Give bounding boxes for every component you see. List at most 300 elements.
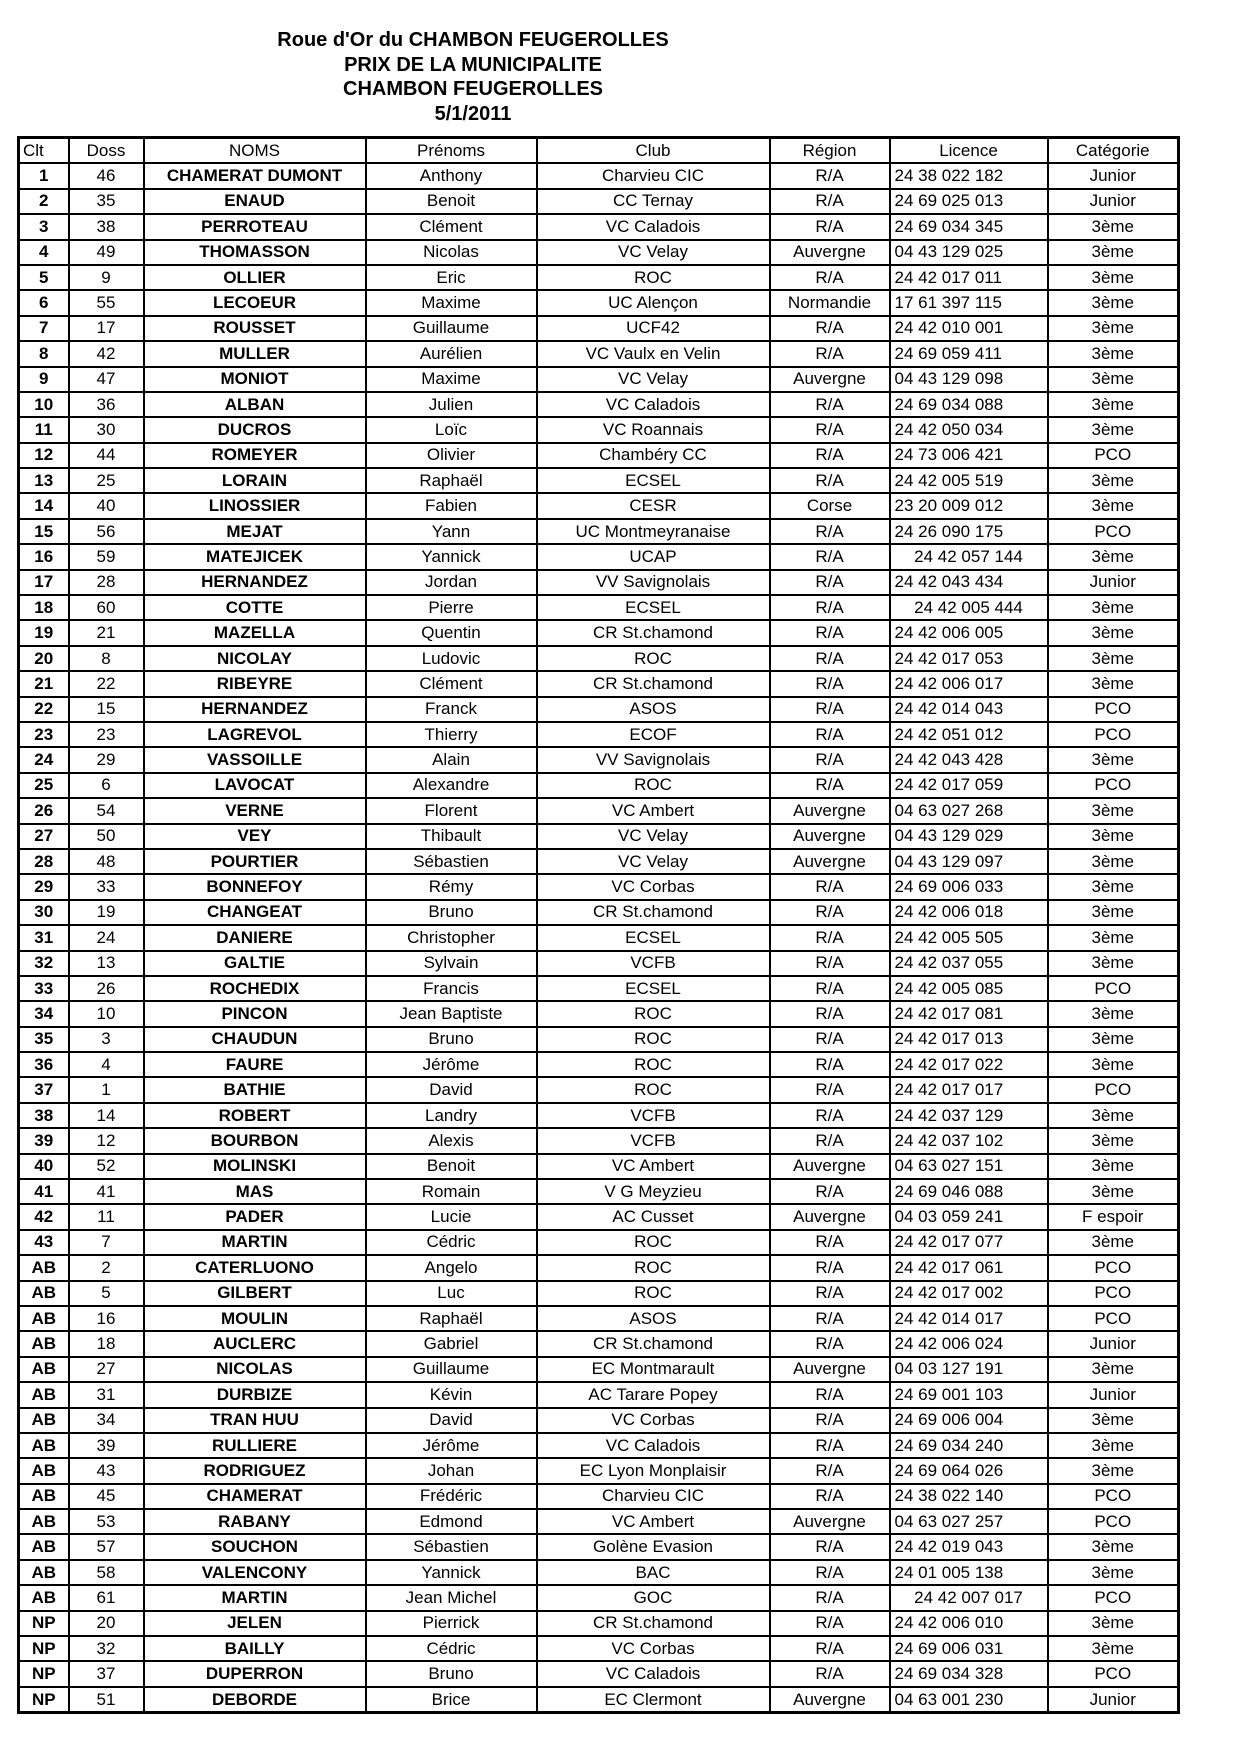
- cell-clt: NP: [19, 1611, 69, 1636]
- cell-categorie: PCO: [1048, 1306, 1179, 1331]
- table-row: [19, 1408, 1179, 1433]
- cell-categorie: PCO: [1048, 519, 1179, 544]
- cell-categorie: Junior: [1048, 163, 1179, 188]
- cell-region: R/A: [770, 1408, 890, 1433]
- cell-prenom: Franck: [366, 697, 537, 722]
- cell-doss: 27: [69, 1357, 144, 1382]
- table-row: [19, 1560, 1179, 1585]
- cell-licence: 24 69 006 031: [890, 1636, 1048, 1661]
- table-row: [19, 1484, 1179, 1509]
- cell-region: R/A: [770, 1077, 890, 1102]
- cell-club: ROC: [537, 1052, 770, 1077]
- cell-categorie: 3ème: [1048, 747, 1179, 772]
- cell-clt: 19: [19, 620, 69, 645]
- cell-licence: 24 69 034 088: [890, 392, 1048, 417]
- table-row: [19, 1179, 1179, 1204]
- cell-region: R/A: [770, 1611, 890, 1636]
- cell-licence: 24 42 017 053: [890, 646, 1048, 671]
- cell-categorie: 3ème: [1048, 1103, 1179, 1128]
- cell-region: R/A: [770, 773, 890, 798]
- cell-nom: POURTIER: [144, 849, 366, 874]
- cell-club: Chambéry CC: [537, 443, 770, 468]
- table-row: [19, 1306, 1179, 1331]
- cell-categorie: 3ème: [1048, 1027, 1179, 1052]
- cell-nom: CHAUDUN: [144, 1027, 366, 1052]
- cell-prenom: Rémy: [366, 874, 537, 899]
- cell-clt: 10: [19, 392, 69, 417]
- cell-categorie: 3ème: [1048, 874, 1179, 899]
- results-table-head: [19, 138, 1179, 164]
- cell-club: UC Montmeyranaise: [537, 519, 770, 544]
- cell-doss: 28: [69, 570, 144, 595]
- cell-nom: LAGREVOL: [144, 722, 366, 747]
- table-row: [19, 1534, 1179, 1559]
- cell-prenom: Thierry: [366, 722, 537, 747]
- cell-region: R/A: [770, 1585, 890, 1610]
- cell-doss: 48: [69, 849, 144, 874]
- cell-clt: NP: [19, 1661, 69, 1686]
- cell-region: R/A: [770, 392, 890, 417]
- location-title: CHAMBON FEUGEROLLES: [343, 78, 603, 101]
- cell-categorie: 3ème: [1048, 1408, 1179, 1433]
- cell-categorie: 3ème: [1048, 544, 1179, 569]
- cell-nom: LINOSSIER: [144, 493, 366, 518]
- cell-categorie: PCO: [1048, 1509, 1179, 1534]
- cell-categorie: 3ème: [1048, 1154, 1179, 1179]
- cell-prenom: Bruno: [366, 900, 537, 925]
- cell-club: VC Corbas: [537, 1408, 770, 1433]
- cell-licence: 24 42 017 022: [890, 1052, 1048, 1077]
- table-row: [19, 1661, 1179, 1686]
- cell-doss: 56: [69, 519, 144, 544]
- cell-nom: BAILLY: [144, 1636, 366, 1661]
- cell-doss: 58: [69, 1560, 144, 1585]
- cell-clt: 11: [19, 417, 69, 442]
- cell-nom: ROCHEDIX: [144, 976, 366, 1001]
- cell-region: R/A: [770, 747, 890, 772]
- cell-doss: 60: [69, 595, 144, 620]
- cell-doss: 6: [69, 773, 144, 798]
- cell-clt: 31: [19, 925, 69, 950]
- cell-club: ROC: [537, 1230, 770, 1255]
- column-header-clt: Clt: [19, 138, 69, 164]
- cell-prenom: Olivier: [366, 443, 537, 468]
- cell-region: R/A: [770, 1001, 890, 1026]
- cell-club: ECSEL: [537, 925, 770, 950]
- cell-doss: 47: [69, 367, 144, 392]
- cell-clt: AB: [19, 1306, 69, 1331]
- cell-licence: 24 42 043 434: [890, 570, 1048, 595]
- cell-region: R/A: [770, 951, 890, 976]
- cell-licence: 04 03 059 241: [890, 1204, 1048, 1229]
- cell-prenom: Jean Baptiste: [366, 1001, 537, 1026]
- cell-categorie: 3ème: [1048, 646, 1179, 671]
- cell-nom: LECOEUR: [144, 290, 366, 315]
- cell-prenom: Benoit: [366, 189, 537, 214]
- cell-clt: 22: [19, 697, 69, 722]
- cell-categorie: Junior: [1048, 1687, 1179, 1713]
- cell-nom: MONIOT: [144, 367, 366, 392]
- cell-prenom: Johan: [366, 1458, 537, 1483]
- cell-prenom: Jordan: [366, 570, 537, 595]
- cell-doss: 49: [69, 240, 144, 265]
- cell-licence: 24 42 017 011: [890, 265, 1048, 290]
- cell-club: VC Velay: [537, 849, 770, 874]
- cell-doss: 22: [69, 671, 144, 696]
- cell-licence: 24 42 005 085: [890, 976, 1048, 1001]
- table-row: [19, 925, 1179, 950]
- cell-clt: 39: [19, 1128, 69, 1153]
- cell-clt: 37: [19, 1077, 69, 1102]
- cell-clt: 16: [19, 544, 69, 569]
- cell-region: R/A: [770, 1306, 890, 1331]
- cell-clt: 1: [19, 163, 69, 188]
- cell-licence: 24 69 034 345: [890, 214, 1048, 239]
- cell-club: CR St.chamond: [537, 671, 770, 696]
- table-row: [19, 1611, 1179, 1636]
- cell-doss: 5: [69, 1281, 144, 1306]
- table-row: [19, 1001, 1179, 1026]
- cell-licence: 24 69 006 033: [890, 874, 1048, 899]
- cell-doss: 29: [69, 747, 144, 772]
- cell-doss: 57: [69, 1534, 144, 1559]
- table-row: [19, 1128, 1179, 1153]
- cell-nom: JELEN: [144, 1611, 366, 1636]
- cell-clt: 27: [19, 824, 69, 849]
- cell-club: VC Velay: [537, 240, 770, 265]
- column-header-nom: NOMS: [144, 138, 366, 164]
- cell-licence: 17 61 397 115: [890, 290, 1048, 315]
- table-row: [19, 773, 1179, 798]
- cell-categorie: 3ème: [1048, 214, 1179, 239]
- cell-licence: 24 42 005 505: [890, 925, 1048, 950]
- cell-club: EC Montmarault: [537, 1357, 770, 1382]
- table-row: [19, 1433, 1179, 1458]
- cell-categorie: 3ème: [1048, 1433, 1179, 1458]
- cell-doss: 46: [69, 163, 144, 188]
- cell-nom: MOULIN: [144, 1306, 366, 1331]
- table-row: [19, 1077, 1179, 1102]
- cell-prenom: Brice: [366, 1687, 537, 1713]
- cell-categorie: 3ème: [1048, 367, 1179, 392]
- table-row: [19, 722, 1179, 747]
- cell-clt: 3: [19, 214, 69, 239]
- cell-club: VC Velay: [537, 367, 770, 392]
- cell-categorie: 3ème: [1048, 240, 1179, 265]
- cell-prenom: Nicolas: [366, 240, 537, 265]
- cell-prenom: Julien: [366, 392, 537, 417]
- cell-club: VC Velay: [537, 824, 770, 849]
- cell-nom: NICOLAS: [144, 1357, 366, 1382]
- cell-region: R/A: [770, 595, 890, 620]
- table-row: [19, 214, 1179, 239]
- cell-prenom: Raphaël: [366, 1306, 537, 1331]
- cell-club: CESR: [537, 493, 770, 518]
- cell-licence: 24 69 001 103: [890, 1382, 1048, 1407]
- cell-licence: 24 01 005 138: [890, 1560, 1048, 1585]
- cell-licence: 23 20 009 012: [890, 493, 1048, 518]
- cell-prenom: Alain: [366, 747, 537, 772]
- cell-nom: GILBERT: [144, 1281, 366, 1306]
- cell-clt: 17: [19, 570, 69, 595]
- cell-region: Normandie: [770, 290, 890, 315]
- cell-region: R/A: [770, 1661, 890, 1686]
- cell-region: Auvergne: [770, 367, 890, 392]
- cell-prenom: Guillaume: [366, 316, 537, 341]
- cell-club: EC Clermont: [537, 1687, 770, 1713]
- cell-doss: 24: [69, 925, 144, 950]
- cell-nom: HERNANDEZ: [144, 570, 366, 595]
- cell-doss: 30: [69, 417, 144, 442]
- cell-categorie: 3ème: [1048, 671, 1179, 696]
- cell-categorie: PCO: [1048, 1281, 1179, 1306]
- cell-clt: AB: [19, 1458, 69, 1483]
- cell-nom: DUCROS: [144, 417, 366, 442]
- table-row: [19, 798, 1179, 823]
- cell-categorie: 3ème: [1048, 1534, 1179, 1559]
- cell-categorie: 3ème: [1048, 849, 1179, 874]
- cell-clt: NP: [19, 1636, 69, 1661]
- cell-prenom: Sébastien: [366, 849, 537, 874]
- cell-prenom: Jérôme: [366, 1433, 537, 1458]
- cell-region: R/A: [770, 874, 890, 899]
- cell-prenom: Guillaume: [366, 1357, 537, 1382]
- table-row: [19, 189, 1179, 214]
- cell-region: R/A: [770, 189, 890, 214]
- cell-categorie: 3ème: [1048, 1458, 1179, 1483]
- cell-doss: 59: [69, 544, 144, 569]
- cell-prenom: Sébastien: [366, 1534, 537, 1559]
- cell-prenom: Thibault: [366, 824, 537, 849]
- cell-region: Corse: [770, 493, 890, 518]
- cell-club: VC Roannais: [537, 417, 770, 442]
- cell-doss: 20: [69, 1611, 144, 1636]
- cell-categorie: 3ème: [1048, 1636, 1179, 1661]
- cell-categorie: 3ème: [1048, 925, 1179, 950]
- cell-doss: 43: [69, 1458, 144, 1483]
- cell-doss: 34: [69, 1408, 144, 1433]
- cell-prenom: Pierrick: [366, 1611, 537, 1636]
- cell-doss: 50: [69, 824, 144, 849]
- cell-licence: 24 42 005 519: [890, 468, 1048, 493]
- column-header-club: Club: [537, 138, 770, 164]
- cell-doss: 13: [69, 951, 144, 976]
- table-row: [19, 697, 1179, 722]
- table-row: [19, 341, 1179, 366]
- cell-clt: AB: [19, 1408, 69, 1433]
- cell-clt: AB: [19, 1509, 69, 1534]
- cell-doss: 37: [69, 1661, 144, 1686]
- cell-nom: MULLER: [144, 341, 366, 366]
- cell-clt: AB: [19, 1281, 69, 1306]
- cell-club: ROC: [537, 1001, 770, 1026]
- cell-nom: AUCLERC: [144, 1331, 366, 1356]
- cell-categorie: 3ème: [1048, 417, 1179, 442]
- cell-licence: 24 69 025 013: [890, 189, 1048, 214]
- table-row: [19, 1230, 1179, 1255]
- cell-doss: 38: [69, 214, 144, 239]
- cell-licence: 04 63 001 230: [890, 1687, 1048, 1713]
- cell-clt: 30: [19, 900, 69, 925]
- cell-doss: 39: [69, 1433, 144, 1458]
- table-row: [19, 417, 1179, 442]
- cell-clt: AB: [19, 1382, 69, 1407]
- cell-doss: 25: [69, 468, 144, 493]
- cell-region: R/A: [770, 646, 890, 671]
- cell-nom: DANIERE: [144, 925, 366, 950]
- cell-licence: 24 42 017 077: [890, 1230, 1048, 1255]
- cell-prenom: Kévin: [366, 1382, 537, 1407]
- cell-doss: 61: [69, 1585, 144, 1610]
- cell-categorie: PCO: [1048, 1585, 1179, 1610]
- cell-prenom: Aurélien: [366, 341, 537, 366]
- cell-doss: 7: [69, 1230, 144, 1255]
- cell-categorie: PCO: [1048, 697, 1179, 722]
- cell-licence: 04 63 027 268: [890, 798, 1048, 823]
- cell-prenom: Fabien: [366, 493, 537, 518]
- cell-prenom: Benoit: [366, 1154, 537, 1179]
- table-row: [19, 976, 1179, 1001]
- cell-categorie: F espoir: [1048, 1204, 1179, 1229]
- table-row: [19, 595, 1179, 620]
- cell-prenom: Lucie: [366, 1204, 537, 1229]
- cell-doss: 3: [69, 1027, 144, 1052]
- cell-region: R/A: [770, 1382, 890, 1407]
- cell-club: CR St.chamond: [537, 1611, 770, 1636]
- cell-prenom: Maxime: [366, 367, 537, 392]
- cell-nom: TRAN HUU: [144, 1408, 366, 1433]
- cell-prenom: Jean Michel: [366, 1585, 537, 1610]
- cell-region: Auvergne: [770, 824, 890, 849]
- cell-licence: 24 42 017 081: [890, 1001, 1048, 1026]
- header-row: [19, 138, 1179, 164]
- cell-categorie: 3ème: [1048, 265, 1179, 290]
- cell-doss: 12: [69, 1128, 144, 1153]
- cell-prenom: Cédric: [366, 1230, 537, 1255]
- cell-prenom: Yann: [366, 519, 537, 544]
- table-row: [19, 392, 1179, 417]
- cell-nom: PADER: [144, 1204, 366, 1229]
- cell-prenom: Loïc: [366, 417, 537, 442]
- cell-region: R/A: [770, 697, 890, 722]
- cell-doss: 32: [69, 1636, 144, 1661]
- cell-region: Auvergne: [770, 1509, 890, 1534]
- cell-doss: 41: [69, 1179, 144, 1204]
- cell-categorie: 3ème: [1048, 1611, 1179, 1636]
- cell-prenom: David: [366, 1408, 537, 1433]
- cell-clt: 20: [19, 646, 69, 671]
- cell-licence: 24 38 022 140: [890, 1484, 1048, 1509]
- cell-clt: AB: [19, 1357, 69, 1382]
- results-table: [17, 136, 1180, 1714]
- cell-prenom: Christopher: [366, 925, 537, 950]
- cell-region: R/A: [770, 316, 890, 341]
- cell-region: R/A: [770, 1560, 890, 1585]
- cell-nom: MAZELLA: [144, 620, 366, 645]
- cell-region: R/A: [770, 570, 890, 595]
- cell-club: VC Corbas: [537, 874, 770, 899]
- cell-club: ECSEL: [537, 976, 770, 1001]
- table-row: [19, 290, 1179, 315]
- cell-doss: 31: [69, 1382, 144, 1407]
- cell-clt: 7: [19, 316, 69, 341]
- cell-clt: AB: [19, 1585, 69, 1610]
- cell-doss: 35: [69, 189, 144, 214]
- cell-clt: 26: [19, 798, 69, 823]
- cell-doss: 36: [69, 392, 144, 417]
- cell-licence: 24 42 014 043: [890, 697, 1048, 722]
- cell-club: VC Corbas: [537, 1636, 770, 1661]
- table-row: [19, 544, 1179, 569]
- table-row: [19, 1357, 1179, 1382]
- table-row: [19, 1027, 1179, 1052]
- table-row: [19, 1687, 1179, 1713]
- cell-club: VC Ambert: [537, 1154, 770, 1179]
- cell-doss: 17: [69, 316, 144, 341]
- cell-doss: 1: [69, 1077, 144, 1102]
- cell-licence: 24 69 064 026: [890, 1458, 1048, 1483]
- cell-region: Auvergne: [770, 1204, 890, 1229]
- cell-licence: 24 26 090 175: [890, 519, 1048, 544]
- cell-clt: AB: [19, 1534, 69, 1559]
- table-row: [19, 240, 1179, 265]
- cell-categorie: 3ème: [1048, 1001, 1179, 1026]
- cell-region: R/A: [770, 544, 890, 569]
- cell-licence: 24 73 006 421: [890, 443, 1048, 468]
- event-date: 5/1/2011: [434, 103, 512, 126]
- cell-prenom: Landry: [366, 1103, 537, 1128]
- title-block: [0, 28, 946, 127]
- cell-club: UCAP: [537, 544, 770, 569]
- cell-region: R/A: [770, 671, 890, 696]
- cell-clt: 6: [19, 290, 69, 315]
- cell-club: ECSEL: [537, 595, 770, 620]
- cell-doss: 23: [69, 722, 144, 747]
- cell-prenom: Raphaël: [366, 468, 537, 493]
- table-row: [19, 570, 1179, 595]
- cell-licence: 24 42 010 001: [890, 316, 1048, 341]
- cell-club: CR St.chamond: [537, 620, 770, 645]
- cell-doss: 9: [69, 265, 144, 290]
- cell-prenom: Pierre: [366, 595, 537, 620]
- table-row: [19, 951, 1179, 976]
- cell-prenom: Frédéric: [366, 1484, 537, 1509]
- cell-nom: THOMASSON: [144, 240, 366, 265]
- cell-clt: 12: [19, 443, 69, 468]
- cell-nom: DEBORDE: [144, 1687, 366, 1713]
- table-row: [19, 646, 1179, 671]
- table-row: [19, 620, 1179, 645]
- cell-region: R/A: [770, 925, 890, 950]
- cell-clt: 18: [19, 595, 69, 620]
- table-row: [19, 1382, 1179, 1407]
- cell-categorie: PCO: [1048, 1484, 1179, 1509]
- cell-doss: 2: [69, 1255, 144, 1280]
- cell-categorie: 3ème: [1048, 341, 1179, 366]
- cell-categorie: 3ème: [1048, 1560, 1179, 1585]
- cell-licence: 24 42 007 017: [890, 1585, 1048, 1610]
- cell-region: R/A: [770, 417, 890, 442]
- cell-doss: 4: [69, 1052, 144, 1077]
- cell-nom: MOLINSKI: [144, 1154, 366, 1179]
- cell-club: VC Ambert: [537, 798, 770, 823]
- cell-clt: 28: [19, 849, 69, 874]
- cell-categorie: 3ème: [1048, 1128, 1179, 1153]
- cell-nom: CHAMERAT: [144, 1484, 366, 1509]
- cell-categorie: PCO: [1048, 1077, 1179, 1102]
- cell-nom: VEY: [144, 824, 366, 849]
- table-row: [19, 316, 1179, 341]
